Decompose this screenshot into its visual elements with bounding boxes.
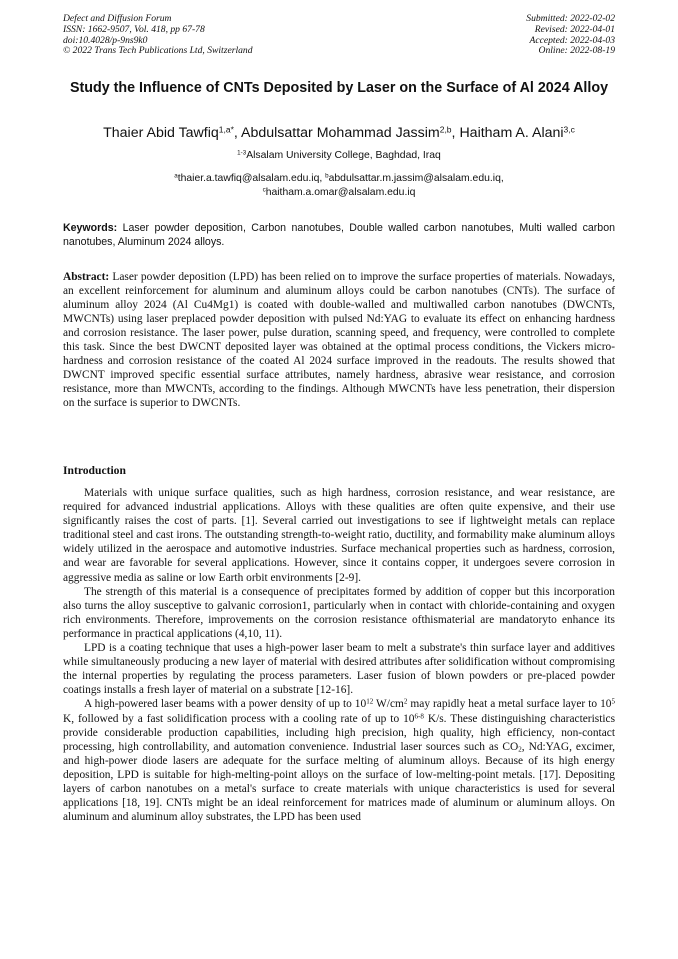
paragraph (63, 697, 615, 824)
text-run: K/s. These distinguishing characteristics provide considerable production capabilities, including high precision, high quality, high efficiency, non-contact processing, high controllability, and automation convenience. Industrial laser sources such as CO (63, 712, 616, 753)
accepted-date: Accepted: 2022-04-03 (529, 34, 615, 46)
paragraph: Materials with unique surface qualities, such as high hardness, corrosion resistance, and wear resistance, are required for advanced industrial applications. Alloys with these qualities are often quite expensive, and their use significantly raises the cost of parts. [1]. Several carried out investigations to see if lightweight metals can replace traditional steel and cast irons. The outstanding strength-to-weight ratio, ductility, and formability make aluminum alloys widely utilized in the aerospace and automotive industries. Surface mechanical properties such as hardness, corrosion, and wear are favorable for several applications. However, since it contains copper, it undergoes severe corrosion in aggressive media as saline or low Earth orbit environments [2-9]. (63, 487, 615, 584)
online-date: Online: 2022-08-19 (538, 45, 615, 57)
superscript: 5 (611, 697, 615, 706)
email-address[interactable]: thaier.a.tawfiq@alsalam.edu.iq, (177, 173, 326, 184)
abstract-label: Abstract: (63, 271, 110, 283)
keywords-label: Keywords: (63, 222, 118, 234)
affiliation-mark: 1-3 (237, 149, 247, 157)
journal-name: Defect and Diffusion Forum (63, 13, 172, 24)
author-list (40, 125, 638, 142)
paragraph: The strength of this material is a consequence of precipitates formed by addition of copper but this incorporation also turns the alloy susceptive to galvanic corrosion1, particularly when in contact with chloride-containing and oxygen rich environments. Therefore, improvements on the corrosion resistance ofthismaterial are mandatoryto enhance its performance in practical applications (4,10, 11). (63, 585, 615, 640)
section-heading-introduction: Introduction (63, 464, 126, 477)
text-run: , Nd:YAG, excimer, and high-power diode lasers are adequate for the surface melting of aluminum alloys. Because of its high energy deposition, LPD is suitable for high-melting-point alloys on the surface of low-melting-point metals. [17]. Depositing layers of carbon nanotubes on a metal's surface to create materials with unique characteristics is used for several applications [18, 19]. CNTs might be an ideal reinforcement for matrices made of aluminum or aluminum alloys. On aluminum and aluminum alloy substrates, the LPD has been used (63, 740, 615, 824)
affiliation-text: Alsalam University College, Baghdad, Iraq (246, 150, 441, 161)
email-address[interactable]: haitham.a.omar@alsalam.edu.iq (265, 186, 416, 198)
author-mark: 3,c (563, 124, 575, 135)
author-name: Abdulsattar Mohammad Jassim (241, 125, 440, 141)
superscript: 2 (403, 697, 408, 706)
text-run: K, followed by a fast solidification process with a cooling rate of up to 10 (63, 712, 415, 725)
abstract (63, 270, 615, 410)
keywords (63, 222, 615, 249)
email-mark: c (262, 186, 266, 194)
introduction-body (63, 486, 615, 824)
email-mark: b (325, 172, 329, 180)
author-separator: , (451, 125, 460, 141)
submitted-date: Submitted: 2022-02-02 (526, 13, 615, 24)
superscript: 12 (366, 697, 374, 706)
author-mark: 2,b (439, 124, 452, 135)
text-run: W/cm (373, 698, 404, 711)
doi-link[interactable]: doi:10.4028/p-9ns9k0 (63, 34, 148, 46)
author-name: Thaier Abid Tawfiq (103, 125, 219, 141)
journal-header-right (526, 14, 615, 57)
superscript: 6-8 (414, 711, 424, 720)
author-name: Haitham A. Alani (459, 125, 564, 141)
paragraph: LPD is a coating technique that uses a high-power laser beam to melt a substrate's thin surface layer and additives while simultaneously producing a new layer of material with desired attributes after solidification without compromising the internal properties by regulating the process parameters. Laser fusion of blown powders or pre-placed powder coatings installs a fresh layer of material on a substrate [12-16]. (63, 642, 615, 697)
revised-date: Revised: 2022-04-01 (534, 23, 615, 35)
subscript: 2 (518, 745, 522, 754)
abstract-text: Laser powder deposition (LPD) has been relied on to improve the surface properties of materials. Nowadays, an excellent reinforcement for aluminum and aluminum alloys could be carbon nanotubes (CNTs). The surface of aluminum alloy 2024 (Al Cu4Mg1) is coated with double-walled and multiwalled carbon nanotubes (DWCNTs, MWCNTs) using laser preplaced powder deposition with pulsed Nd:YAG to evaluate its effect on enhancing hardness and corrosion resistance. The laser power, pulse duration, scanning speed, and frequency, were controlled to complete this task. Since the best DWCNT deposited layer was obtained at the optimal process conditions, the Vickers micro-hardness and corrosion resistance of the coated Al 2024 surface improved in the readouts. The results showed that DWCNT improved specific essential surface attributes, namely hardness, abrasive wear resistance, and corrosion resistance, more than MWCNTs, according to the findings. Although MWCNTs have less penetration, their dispersion on the surface is superior to DWCNTs. (63, 271, 615, 409)
text-run: A high-powered laser beams with a power density of up to 10 (84, 698, 367, 711)
keywords-text: Laser powder deposition, Carbon nanotubes, Double walled carbon nanotubes, Multi walled carbon nanotubes, Aluminum 2024 alloys. (63, 222, 615, 248)
author-separator: , (233, 125, 242, 141)
journal-header-left (63, 14, 253, 57)
text-run: may rapidly heat a metal surface layer to 10 (407, 698, 612, 711)
affiliation (63, 149, 615, 162)
author-emails (63, 172, 615, 199)
author-mark: 1,a* (218, 124, 234, 135)
email-address[interactable]: abdulsattar.m.jassim@alsalam.edu.iq, (328, 173, 504, 184)
copyright-line: © 2022 Trans Tech Publications Ltd, Switzerland (63, 45, 253, 57)
paper-title: Study the Influence of CNTs Deposited by Laser on the Surface of Al 2024 Alloy (69, 80, 609, 96)
journal-issn: ISSN: 1662-9507, Vol. 418, pp 67-78 (63, 23, 205, 35)
email-mark: a (174, 172, 178, 180)
